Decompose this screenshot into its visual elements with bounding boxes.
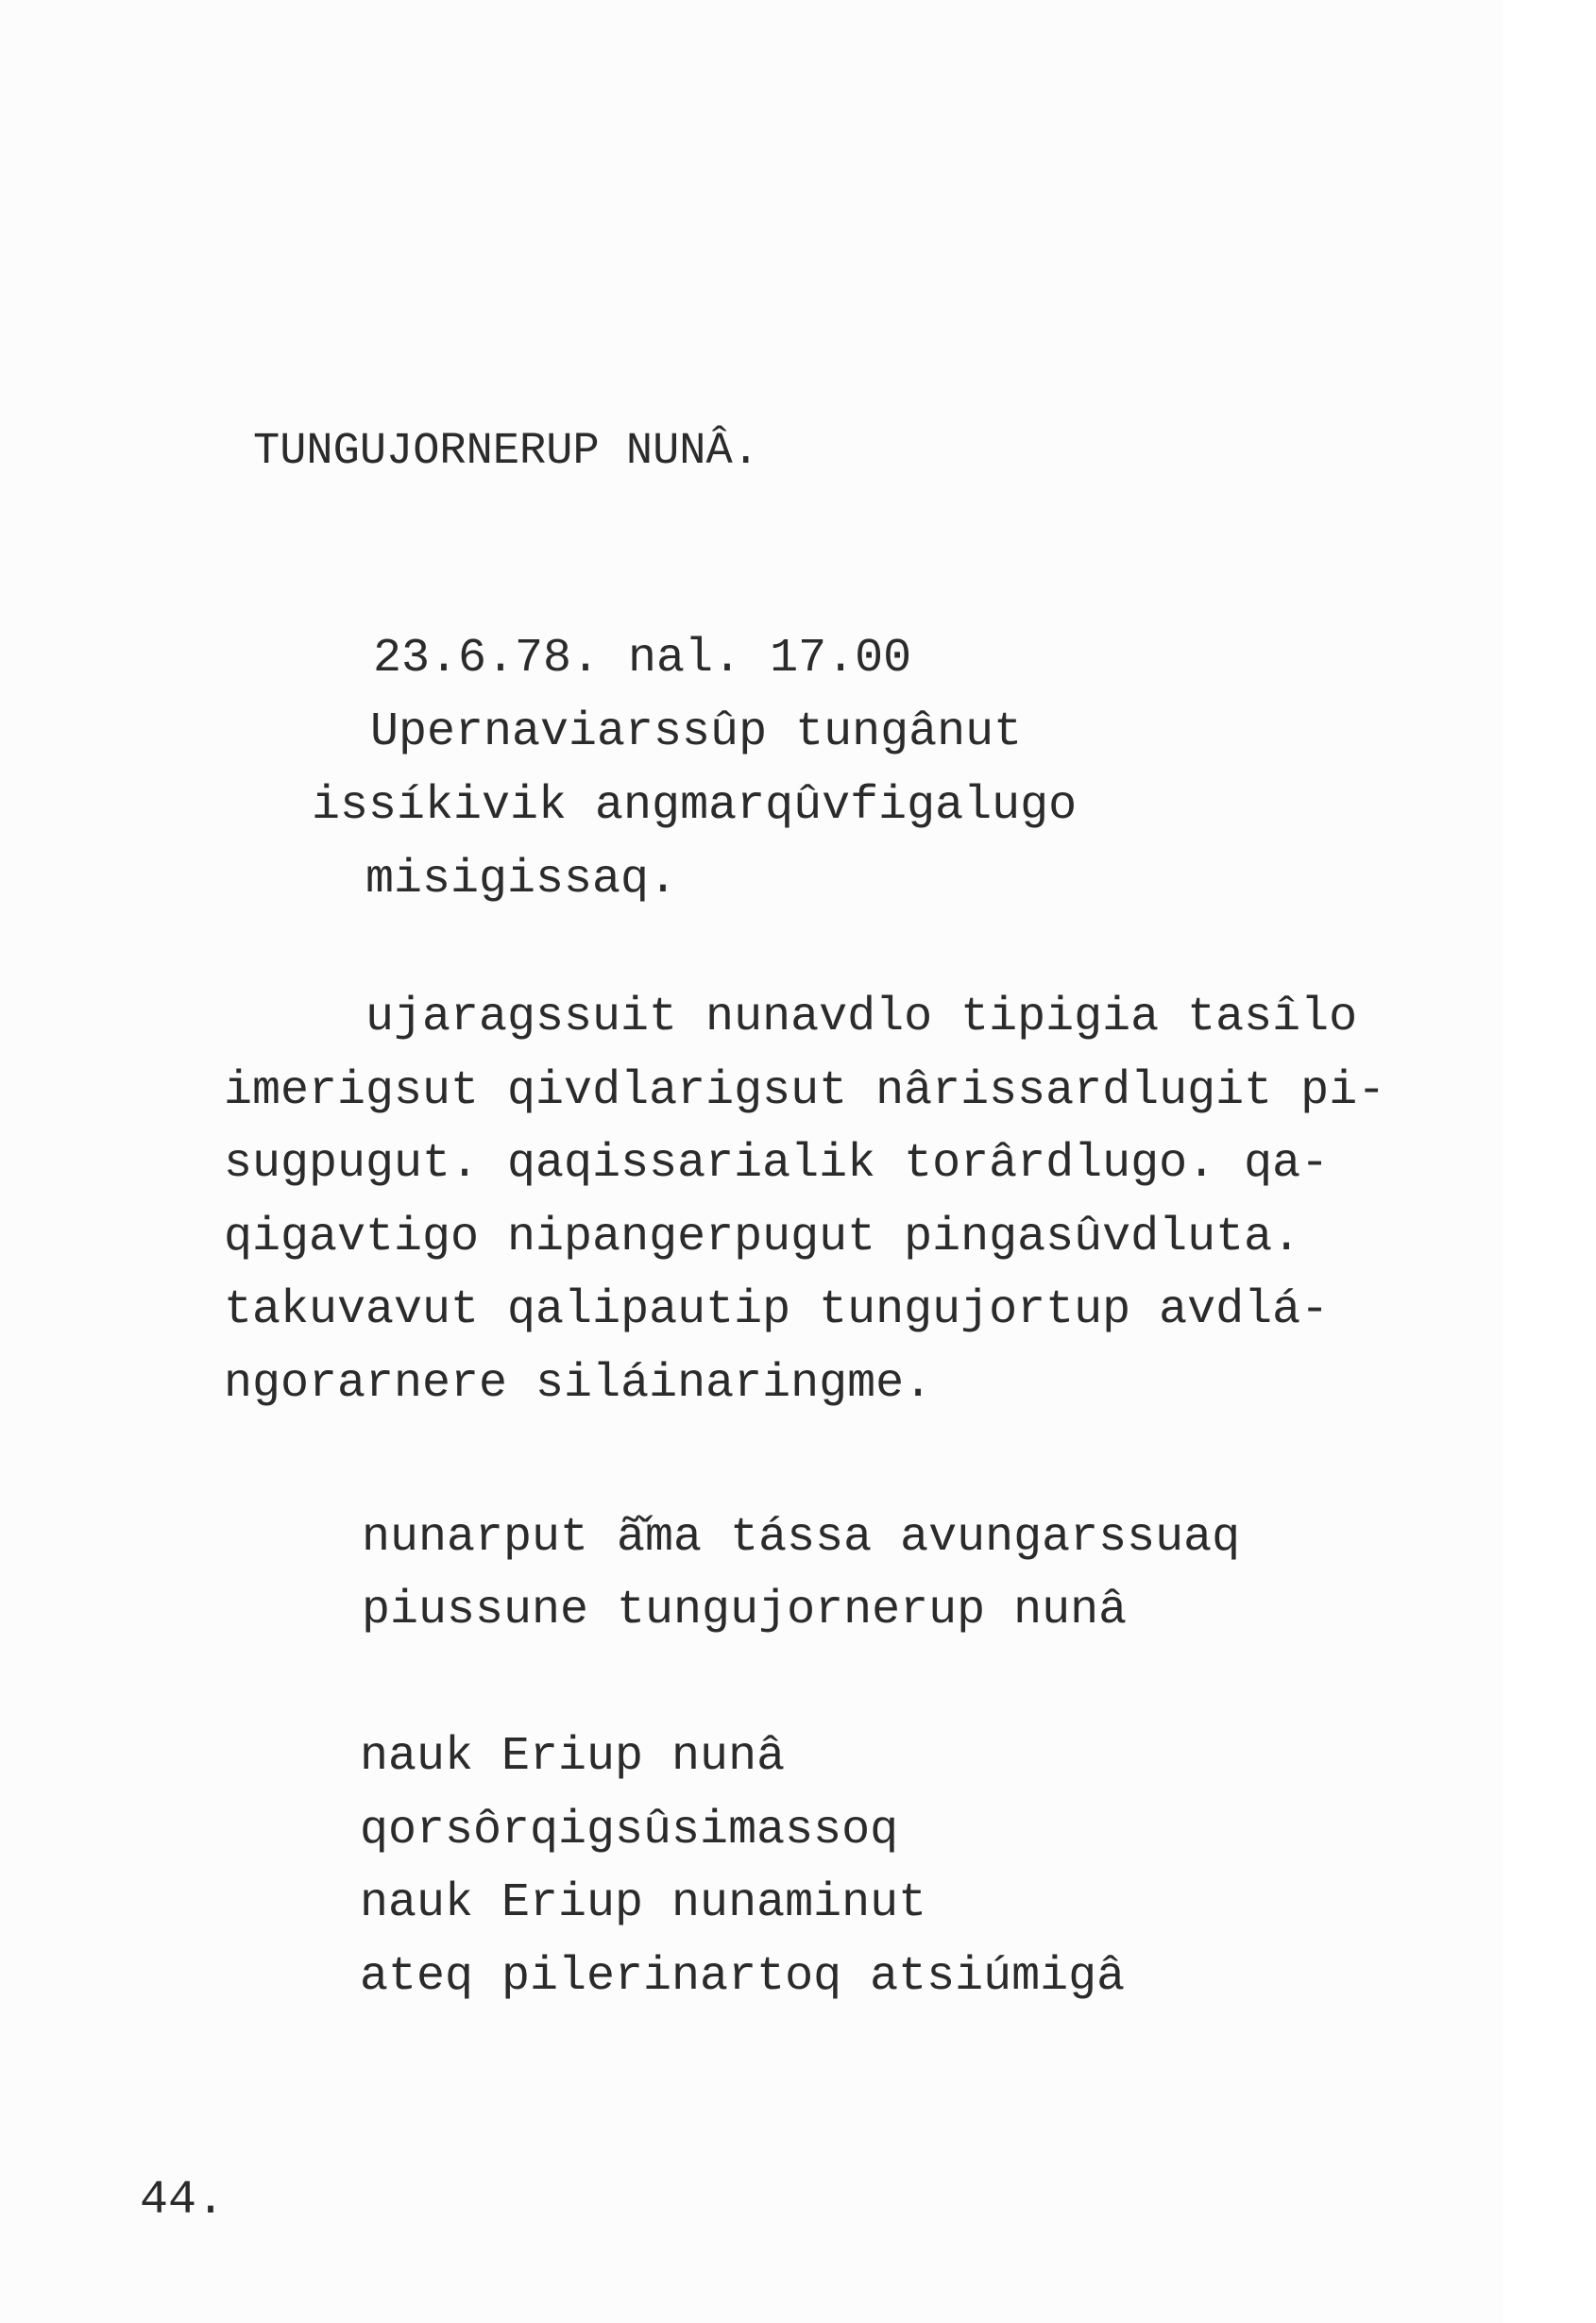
date-line: 23.6.78. nal. 17.00 bbox=[373, 632, 912, 686]
paragraph-line: qigavtigo nipangerpugut pingasûvdluta. bbox=[224, 1211, 1301, 1264]
header-line: misigissaq. bbox=[365, 853, 678, 907]
stanza-line: piussune tungujornerup nunâ bbox=[362, 1584, 1128, 1637]
paragraph-line: sugpugut. qaqissarialik torârdlugo. qa- bbox=[224, 1137, 1330, 1191]
stanza-line: nunarput ã̌ma tássa avungarssuaq bbox=[362, 1511, 1241, 1565]
paragraph-line: ngorarnere siláinaringme. bbox=[224, 1357, 933, 1411]
paragraph-line: ujaragssuit nunavdlo tipigia tasîlo bbox=[365, 991, 1358, 1044]
paragraph-line: takuvavut qalipautip tungujortup avdlá- bbox=[224, 1283, 1330, 1337]
header-line: Upernaviarssûp tungânut bbox=[370, 705, 1023, 759]
stanza-line: nauk Eriup nunâ bbox=[360, 1730, 786, 1784]
page-number: 44. bbox=[140, 2174, 226, 2228]
stanza-line: qorsôrqigsûsimassoq bbox=[360, 1804, 899, 1857]
header-line: issíkivik angmarqûvfigalugo bbox=[312, 779, 1078, 833]
stanza-line: ateq pilerinartoq atsiúmigâ bbox=[360, 1950, 1126, 2004]
stanza-line: nauk Eriup nunaminut bbox=[360, 1876, 927, 1930]
page-title: TUNGUJORNERUP NUNÂ. bbox=[253, 427, 759, 477]
paragraph-line: imerigsut qivdlarigsut nârissardlugit pi- bbox=[224, 1064, 1386, 1118]
